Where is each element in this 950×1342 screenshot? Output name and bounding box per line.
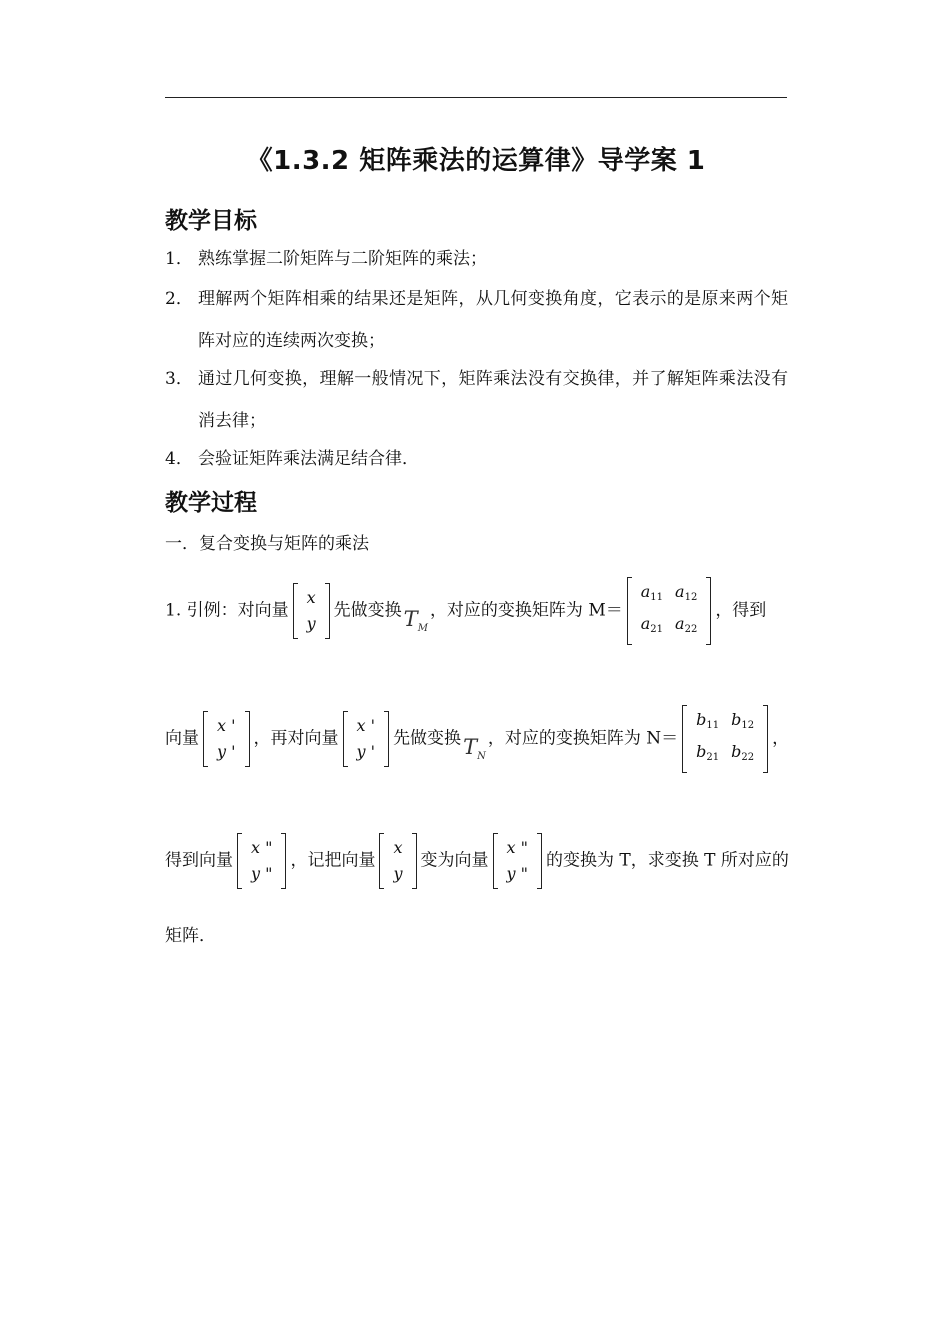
section-heading-objectives: 教学目标 <box>165 208 257 234</box>
text-run: ，得到 <box>715 600 767 621</box>
example-line-3 <box>165 833 787 889</box>
vector-xy: x y <box>379 833 416 889</box>
item-number: 3． <box>165 369 193 389</box>
text-run: ，对应的变换矩阵为 N＝ <box>487 728 679 749</box>
matrix-n: $b_{11}$ $b_{12}$ $b_{21}$ $b_{22}$ <box>682 705 768 773</box>
transform-tn: $T_N$ <box>463 734 486 762</box>
list-item <box>165 438 787 480</box>
text-run: 向量 <box>165 728 199 749</box>
item-text: 理解两个矩阵相乘的结果还是矩阵，从几何变换角度，它表示的是原来两个矩阵对应的连续两次变换； <box>198 289 788 351</box>
item-number: 4． <box>165 449 193 469</box>
text-run: 先做变换 <box>333 600 402 621</box>
vector-xy-double-prime: x " y " <box>493 833 542 889</box>
list-item <box>165 238 787 280</box>
text-run: ， <box>772 728 790 749</box>
item-number: 1． <box>165 249 193 269</box>
example-line-1 <box>165 577 787 645</box>
vector-xy-prime: x ' y ' <box>343 711 390 767</box>
vector-xy-double-prime: x " y " <box>237 833 286 889</box>
section-heading-process: 教学过程 <box>165 490 257 516</box>
vector-xy: x y <box>293 583 330 639</box>
text-run: 的变换为 T，求变换 T 所对应的 <box>546 850 789 871</box>
item-number: 2． <box>165 289 193 309</box>
item-text: 通过几何变换，理解一般情况下，矩阵乘法没有交换律，并了解矩阵乘法没有消去律； <box>198 369 788 431</box>
item-text: 熟练掌握二阶矩阵与二阶矩阵的乘法； <box>198 249 487 269</box>
text-run: 变为向量 <box>420 850 489 871</box>
header-rule <box>165 97 787 98</box>
vector-xy-prime: x ' y ' <box>203 711 250 767</box>
item-text: 会验证矩阵乘法满足结合律． <box>198 449 419 469</box>
subsection-title: 一．复合变换与矩阵的乘法 <box>165 534 369 554</box>
text-run: ，记把向量 <box>290 850 376 871</box>
text-run: 1. 引例：对向量 <box>165 600 289 621</box>
example-line-4: 矩阵． <box>165 926 216 946</box>
list-item <box>165 358 787 442</box>
text-run: ，对应的变换矩阵为 M＝ <box>429 600 623 621</box>
page-title: 《1.3.2 矩阵乘法的运算律》导学案 1 <box>246 146 706 176</box>
matrix-m: $a_{11}$ $a_{12}$ $a_{21}$ $a_{22}$ <box>627 577 712 645</box>
text-run: 得到向量 <box>165 850 233 871</box>
text-run: 先做变换 <box>393 728 462 749</box>
text-run: ，再对向量 <box>253 728 339 749</box>
example-line-2 <box>165 705 790 773</box>
list-item <box>165 278 787 362</box>
transform-tm: $T_M$ <box>403 606 428 634</box>
